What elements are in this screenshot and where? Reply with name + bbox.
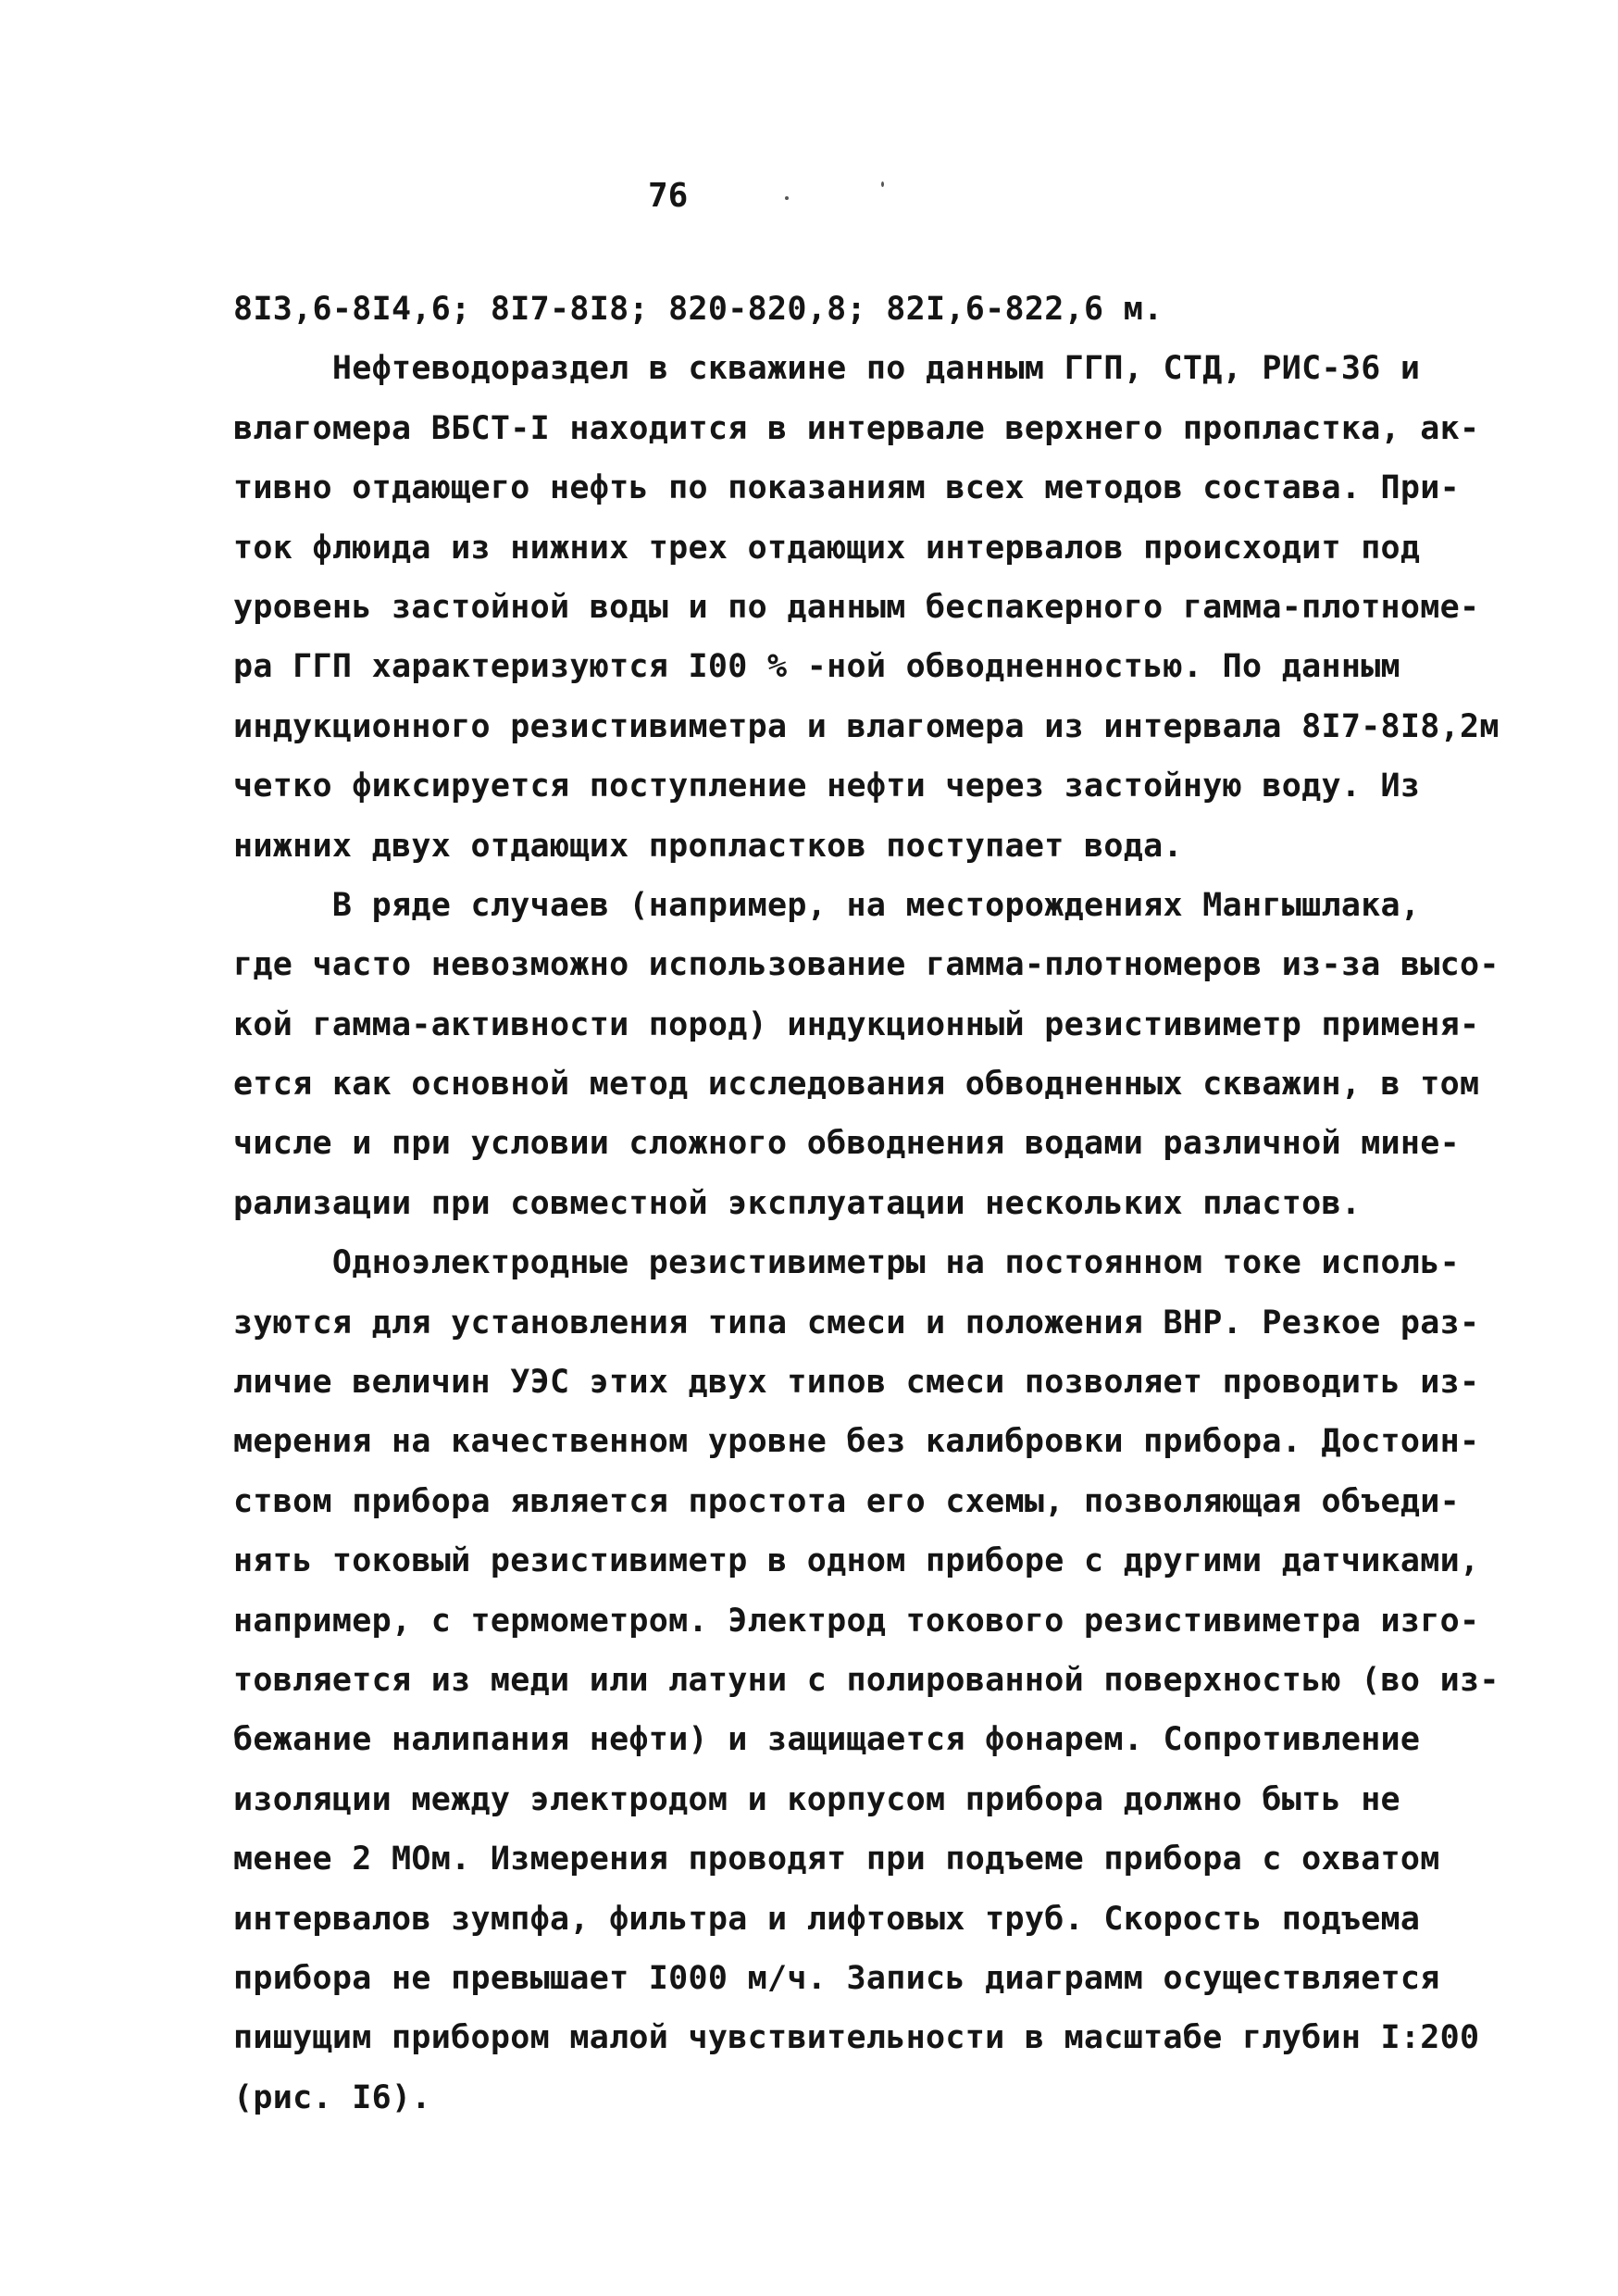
text-line: кой гамма-активности пород) индукционный резистивиметр применя-	[233, 1005, 1480, 1043]
text-line: нижних двух отдающих пропластков поступает вода.	[233, 827, 1183, 865]
text-line: мерения на качественном уровне без калибровки прибора. Достоин-	[233, 1423, 1480, 1461]
text-line: личие величин УЭС этих двух типов смеси позволяет проводить из-	[233, 1364, 1480, 1402]
text-line: влагомера ВБСТ-I находится в интервале верхнего пропластка, ак-	[233, 409, 1480, 447]
text-line: ством прибора является простота его схемы, позволяющая объеди-	[233, 1482, 1461, 1520]
text-line: нять токовый резистивиметр в одном приборе с другими датчиками,	[233, 1542, 1480, 1580]
text-line: где часто невозможно использование гамма-плотномеров из-за высо-	[233, 946, 1500, 984]
text-line: 8I3,6-8I4,6; 8I7-8I8; 820-820,8; 82I,6-822,6 м.	[233, 291, 1164, 328]
text-line: менее 2 МОм. Измерения проводят при подъеме прибора с охватом	[233, 1841, 1440, 1878]
text-line: (рис. I6).	[233, 2078, 431, 2116]
text-line: ется как основной метод исследования обводненных скважин, в том	[233, 1066, 1480, 1104]
text-line: Одноэлектродные резистивиметры на постоянном токе исполь-	[233, 1244, 1461, 1282]
page-number: 76	[648, 177, 689, 215]
body-text	[233, 280, 1500, 2128]
text-line: ток флюида из нижних трех отдающих интервалов происходит под	[233, 529, 1421, 567]
text-line: индукционного резистивиметра и влагомера из интервала 8I7-8I8,2м	[233, 707, 1500, 745]
text-line: Нефтеводораздел в скважине по данным ГГП, СТД, РИС-36 и	[233, 350, 1421, 388]
scan-speck	[881, 181, 884, 187]
text-line: уровень застойной воды и по данным беспакерного гамма-плотноме-	[233, 588, 1480, 626]
text-line: четко фиксируется поступление нефти через застойную воду. Из	[233, 767, 1421, 805]
text-line: ра ГГП характеризуются I00 % -ной обводненностью. По данным	[233, 648, 1400, 686]
text-line: пишущим прибором малой чувствительности в масштабе глубин I:200	[233, 2019, 1480, 2057]
text-line: бежание налипания нефти) и защищается фонарем. Сопротивление	[233, 1721, 1421, 1759]
text-line: рализации при совместной эксплуатации нескольких пластов.	[233, 1184, 1362, 1222]
text-line: числе и при условии сложного обводнения водами различной мине-	[233, 1125, 1461, 1163]
text-line: тивно отдающего нефть по показаниям всех методов состава. При-	[233, 469, 1461, 507]
scan-speck	[785, 196, 789, 200]
text-line: прибора не превышает I000 м/ч. Запись диаграмм осуществляется	[233, 1959, 1440, 1997]
text-line: В ряде случаев (например, на месторождениях Мангышлака,	[233, 886, 1421, 924]
text-line: товляется из меди или латуни с полированной поверхностью (во из-	[233, 1661, 1500, 1699]
text-line: зуются для установления типа смеси и положения ВНР. Резкое раз-	[233, 1304, 1480, 1341]
text-line: изоляции между электродом и корпусом прибора должно быть не	[233, 1780, 1400, 1818]
text-line: например, с термометром. Электрод токового резистивиметра изго-	[233, 1602, 1480, 1640]
text-line: интервалов зумпфа, фильтра и лифтовых труб. Скорость подъема	[233, 1900, 1421, 1938]
